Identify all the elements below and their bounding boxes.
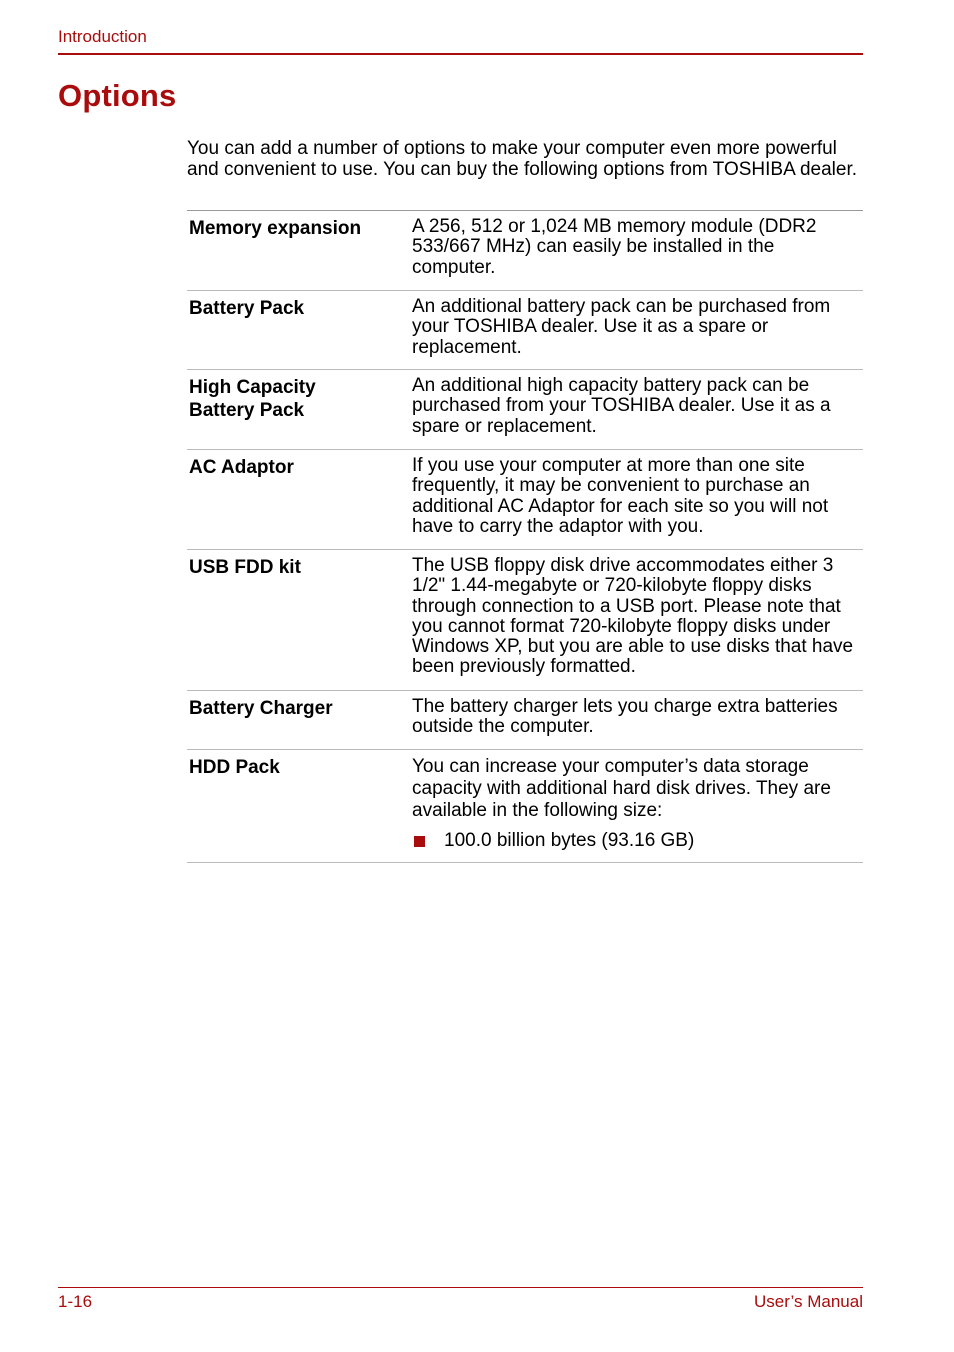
- options-row: [187, 450, 863, 550]
- option-description: [412, 450, 863, 550]
- option-description-text: You can increase your computer’s data storage capacity with additional hard disk drives. They are available in the following size:: [412, 756, 831, 821]
- option-description: [412, 211, 863, 291]
- options-row: [187, 291, 863, 370]
- square-bullet-icon: [414, 836, 425, 847]
- option-term-text: High Capacity Battery Pack: [189, 377, 316, 421]
- footer-rule: [58, 1287, 863, 1288]
- option-description: [412, 750, 863, 863]
- option-description-text: The USB floppy disk drive accommodates either 3 1/2" 1.44-megabyte or 720-kilobyte floppy disks through connection to a USB port. Please note that you cannot format 720-kilobyte floppy disks under Windows XP, but you are able to use disks that have been previously formatted.: [412, 555, 854, 678]
- page-number: 1-16: [58, 1292, 93, 1311]
- option-term: Battery Pack: [187, 291, 412, 370]
- option-description-text: An additional battery pack can be purchased from your TOSHIBA dealer. Use it as a spare or replacement.: [412, 296, 831, 358]
- header-rule: [58, 53, 863, 55]
- option-term: Battery Charger: [187, 691, 412, 750]
- option-description: [412, 291, 863, 370]
- option-term: HDD Pack: [187, 750, 412, 863]
- page-title: Options: [58, 78, 177, 113]
- option-description-text: The battery charger lets you charge extra batteries outside the computer.: [412, 696, 838, 738]
- options-row: [187, 370, 863, 450]
- bullet-item-text: 100.0 billion bytes (93.16 GB): [444, 830, 695, 851]
- option-description-text: If you use your computer at more than one site frequently, it may be convenient to purchase an additional AC Adaptor for each site so you will not have to carry the adaptor with you.: [412, 455, 829, 537]
- options-row: [187, 750, 863, 863]
- option-description: [412, 550, 863, 691]
- option-term: AC Adaptor: [187, 450, 412, 550]
- options-row: [187, 211, 863, 291]
- option-description-text: A 256, 512 or 1,024 MB memory module (DDR2 533/667 MHz) can easily be installed in the computer.: [412, 216, 817, 278]
- option-term: USB FDD kit: [187, 550, 412, 691]
- option-term: Memory expansion: [187, 211, 412, 291]
- running-header: Introduction: [58, 27, 147, 46]
- manual-title: User’s Manual: [754, 1292, 863, 1311]
- option-term: [187, 370, 412, 450]
- options-row: [187, 691, 863, 750]
- intro-paragraph: You can add a number of options to make your computer even more powerful and convenient to use. You can buy the following options from TOSHIBA dealer.: [187, 138, 858, 180]
- option-description: [412, 370, 863, 450]
- options-row: [187, 550, 863, 691]
- options-table: [187, 210, 863, 863]
- bullet-item: [412, 831, 857, 851]
- option-description: [412, 691, 863, 750]
- option-description-text: An additional high capacity battery pack can be purchased from your TOSHIBA dealer. Use it as a spare or replacement.: [412, 375, 831, 437]
